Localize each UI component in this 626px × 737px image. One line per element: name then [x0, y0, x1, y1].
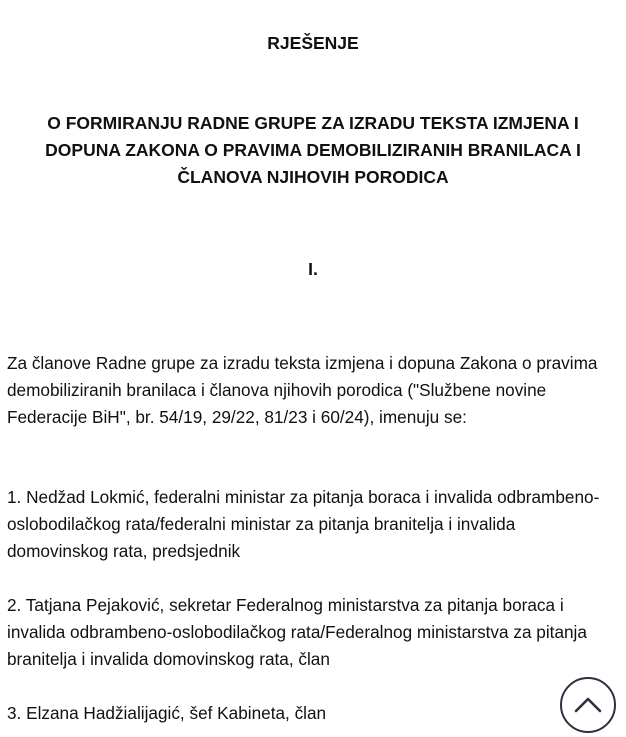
- document-title: RJEŠENJE: [267, 33, 359, 53]
- member-item: 2. Tatjana Pejaković, sekretar Federalnog ministarstva za pitanja boraca i invalida odbrambeno-oslobodilačkog rata/Federalnog ministarstva za pitanja branitelja i invalida domovinskog rata, član: [7, 595, 587, 669]
- scroll-to-top-button[interactable]: [560, 677, 616, 733]
- chevron-up-icon: [573, 696, 603, 714]
- section-number: I.: [308, 259, 318, 279]
- member-item: 1. Nedžad Lokmić, federalni ministar za pitanja boraca i invalida odbrambeno-oslobodilačkog rata/federalni ministar za pitanja branitelja i invalida domovinskog rata, predsjednik: [7, 487, 600, 561]
- intro-paragraph: Za članove Radne grupe za izradu teksta izmjena i dopuna Zakona o pravima demobiliziranih branilaca i članova njihovih porodica ("Službene novine Federacije BiH", br. 54/19, 29/22, 81/23 i 60/24), imenuju se:: [7, 353, 598, 427]
- member-item: 3. Elzana Hadžialijagić, šef Kabineta, član: [7, 703, 327, 723]
- document-subtitle: O FORMIRANJU RADNE GRUPE ZA IZRADU TEKSTA IZMJENA I DOPUNA ZAKONA O PRAVIMA DEMOBILIZIRANIH BRANILACA I ČLANOVA NJIHOVIH PORODICA: [45, 113, 581, 187]
